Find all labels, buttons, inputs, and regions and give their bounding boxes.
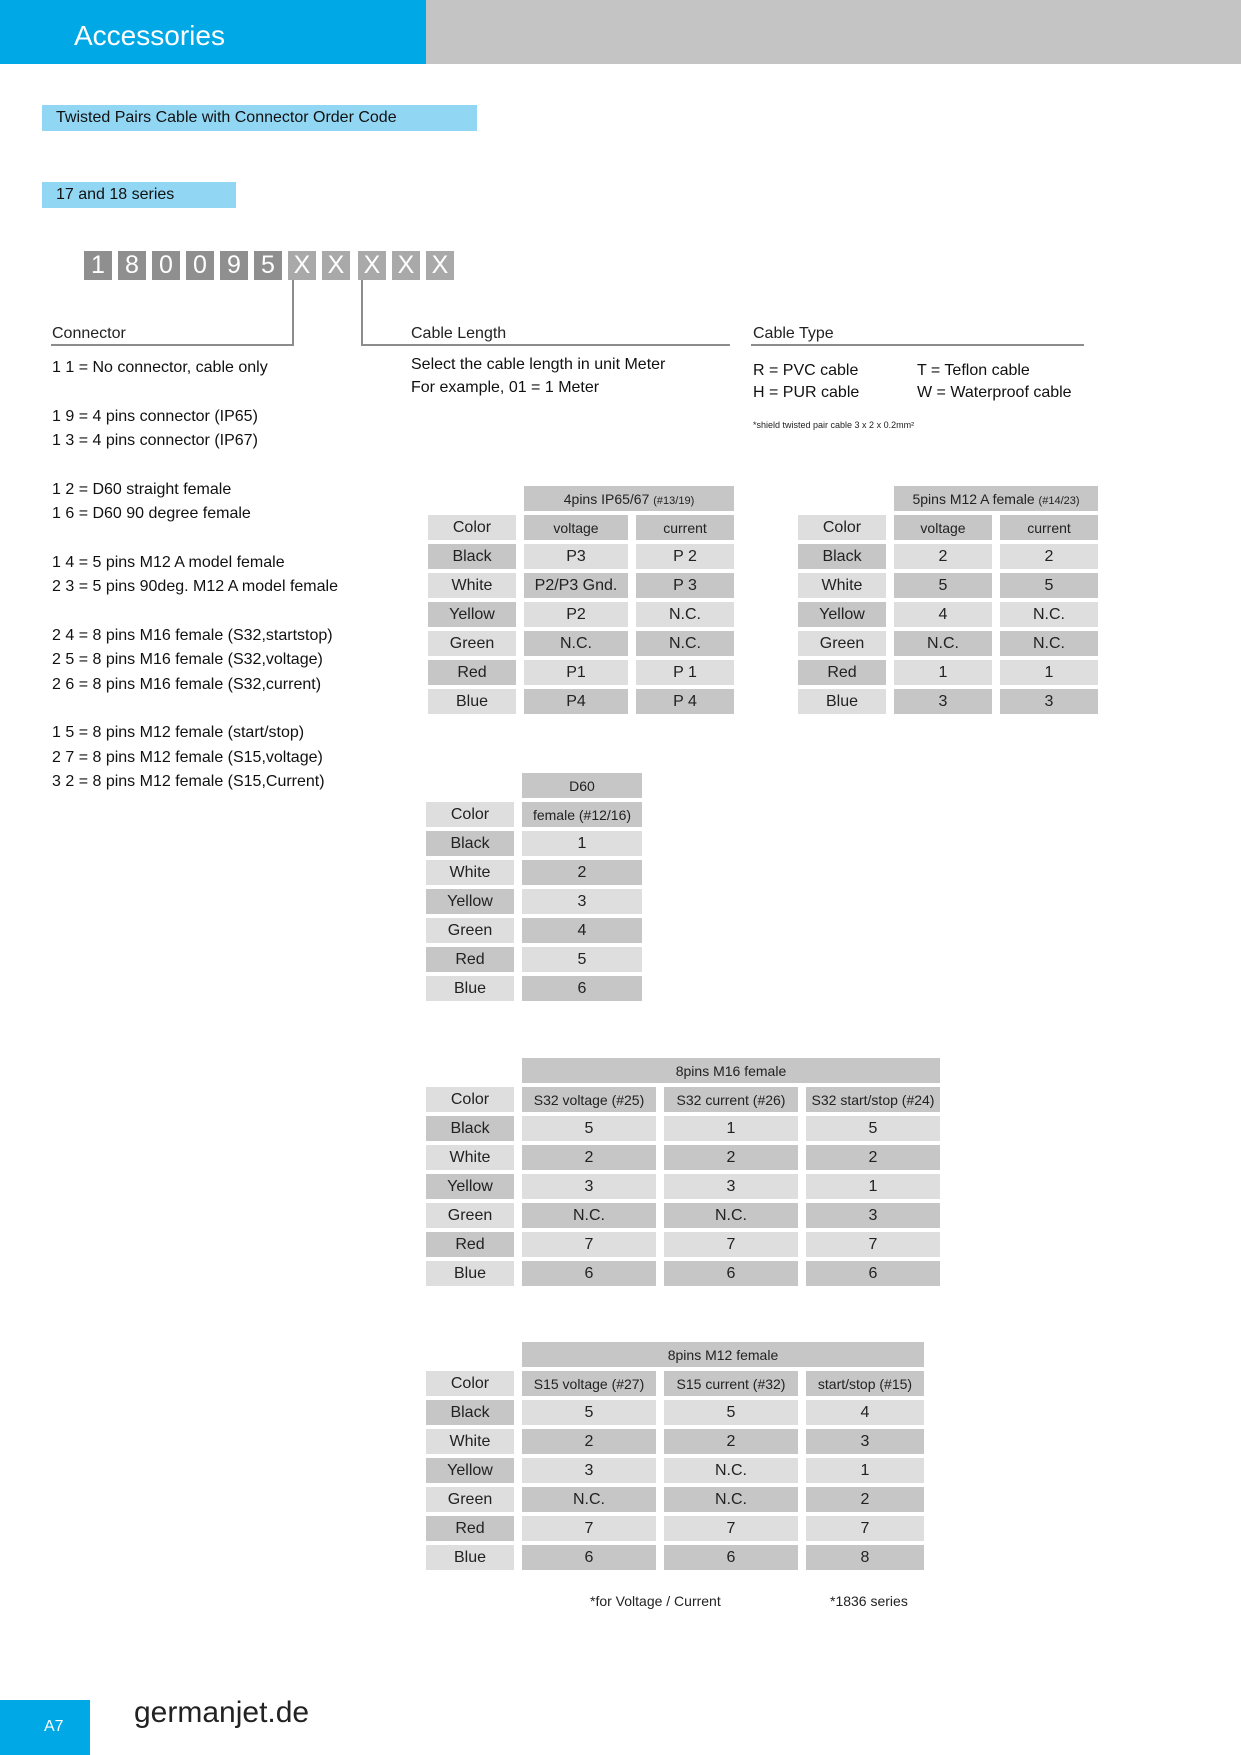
- color-header: Color: [426, 802, 514, 827]
- sub-header: S32 start/stop (#24): [806, 1087, 940, 1112]
- table-cell: P2/P3 Gnd.: [524, 573, 628, 598]
- color-label: Yellow: [428, 602, 516, 627]
- table-cell: 2: [522, 1429, 656, 1454]
- code-digit: 1: [84, 251, 112, 280]
- table-cell: 3: [664, 1174, 798, 1199]
- color-label: Yellow: [798, 602, 886, 627]
- table-cell: N.C.: [894, 631, 992, 656]
- table-cell: 5: [664, 1400, 798, 1425]
- connector-item: 3 2 = 8 pins M12 female (S15,Current): [52, 773, 325, 790]
- series-note: *1836 series: [830, 1593, 908, 1609]
- code-digit: 9: [220, 251, 248, 280]
- header-bar-gray: [426, 0, 1241, 64]
- table-d60: [418, 769, 650, 1005]
- table-cell: N.C.: [522, 1203, 656, 1228]
- table-cell: 3: [522, 889, 642, 914]
- table-cell: P4: [524, 689, 628, 714]
- table-cell: 5: [1000, 573, 1098, 598]
- code-digit: 8: [118, 251, 146, 280]
- color-label: Blue: [426, 1545, 514, 1570]
- cable-type-note: *shield twisted pair cable 3 x 2 x 0.2mm²: [753, 420, 915, 430]
- table-cell: 3: [806, 1429, 924, 1454]
- color-label: Blue: [426, 976, 514, 1001]
- table-cell: 7: [522, 1232, 656, 1257]
- sub-header: S15 current (#32): [664, 1371, 798, 1396]
- table-cell: 2: [894, 544, 992, 569]
- table-cell: P 1: [636, 660, 734, 685]
- table-cell: 3: [522, 1458, 656, 1483]
- length-line: [361, 280, 363, 346]
- table-cell: 1: [664, 1116, 798, 1141]
- cable-length-heading: Cable Length: [411, 325, 507, 342]
- color-label: Green: [426, 1487, 514, 1512]
- table-cell: 3: [806, 1203, 940, 1228]
- table-m12: [418, 1338, 932, 1574]
- table-cell: 6: [664, 1545, 798, 1570]
- table-cell: 2: [806, 1145, 940, 1170]
- color-label: Red: [426, 947, 514, 972]
- color-label: White: [798, 573, 886, 598]
- color-label: White: [426, 1429, 514, 1454]
- color-label: Red: [798, 660, 886, 685]
- table-cell: 8: [806, 1545, 924, 1570]
- table-cell: P2: [524, 602, 628, 627]
- table-title: D60: [522, 773, 642, 798]
- connector-underline: [51, 344, 294, 346]
- table-cell: 6: [664, 1261, 798, 1286]
- voltage-current-note: *for Voltage / Current: [590, 1593, 721, 1609]
- connector-item: 2 5 = 8 pins M16 female (S32,voltage): [52, 651, 323, 668]
- color-label: Green: [426, 918, 514, 943]
- length-underline: [361, 344, 730, 346]
- table-cell: N.C.: [636, 602, 734, 627]
- website-logo: germanjet.de: [134, 1696, 310, 1729]
- table-cell: 7: [664, 1516, 798, 1541]
- table-cell: N.C.: [664, 1203, 798, 1228]
- table-cell: 5: [894, 573, 992, 598]
- table-cell: 7: [664, 1232, 798, 1257]
- table-cell: 4: [894, 602, 992, 627]
- code-placeholder: X: [288, 251, 316, 280]
- table-cell: 6: [522, 976, 642, 1001]
- connector-item: 2 6 = 8 pins M16 female (S32,current): [52, 675, 322, 693]
- table-cell: 3: [1000, 689, 1098, 714]
- connector-list: [52, 356, 338, 795]
- cable-length-example: For example, 01 = 1 Meter: [411, 379, 600, 396]
- color-label: Black: [426, 831, 514, 856]
- table-cell: N.C.: [1000, 602, 1098, 627]
- connector-item: 2 4 = 8 pins M16 female (S32,startstop): [52, 626, 333, 644]
- table-cell: 4: [522, 918, 642, 943]
- table-cell: 5: [806, 1116, 940, 1141]
- sub-header: voltage: [894, 515, 992, 540]
- sub-header: S32 current (#26): [664, 1087, 798, 1112]
- connector-item: 2 7 = 8 pins M12 female (S15,voltage): [52, 748, 323, 766]
- table-cell: N.C.: [1000, 631, 1098, 656]
- table-cell: 3: [894, 689, 992, 714]
- table-cell: 6: [522, 1545, 656, 1570]
- page-title: Accessories: [74, 20, 225, 51]
- table-cell: 5: [522, 947, 642, 972]
- table-cell: N.C.: [636, 631, 734, 656]
- table-title: 8pins M12 female: [522, 1342, 924, 1367]
- table-cell: 2: [1000, 544, 1098, 569]
- sub-header: start/stop (#15): [806, 1371, 924, 1396]
- color-label: Red: [428, 660, 516, 685]
- connector-line: [292, 280, 294, 346]
- table-cell: N.C.: [522, 1487, 656, 1512]
- table-cell: P1: [524, 660, 628, 685]
- table-cell: N.C.: [664, 1487, 798, 1512]
- code-digit: 0: [152, 251, 180, 280]
- code-placeholder: X: [426, 251, 454, 280]
- table-4pins: [420, 482, 742, 718]
- table-title: 4pins IP65/67 (#13/19): [524, 486, 734, 511]
- table-cell: 5: [522, 1400, 656, 1425]
- color-label: Blue: [426, 1261, 514, 1286]
- table-cell: 4: [806, 1400, 924, 1425]
- table-cell: 6: [806, 1261, 940, 1286]
- color-label: Green: [428, 631, 516, 656]
- color-label: Red: [426, 1516, 514, 1541]
- sub-header: S15 voltage (#27): [522, 1371, 656, 1396]
- color-label: Green: [426, 1203, 514, 1228]
- cable-type-w: W = Waterproof cable: [917, 384, 1072, 401]
- color-header: Color: [426, 1087, 514, 1112]
- color-label: Yellow: [426, 889, 514, 914]
- section-title-tag: Twisted Pairs Cable with Connector Order Code: [42, 105, 477, 131]
- table-cell: 2: [664, 1145, 798, 1170]
- connector-item: 1 2 = D60 straight female: [52, 480, 232, 498]
- table-cell: 6: [522, 1261, 656, 1286]
- code-placeholder: X: [358, 251, 386, 280]
- cable-type-heading: Cable Type: [753, 325, 834, 342]
- connector-item: 1 3 = 4 pins connector (IP67): [52, 432, 258, 449]
- cable-type-list: [753, 360, 1072, 404]
- color-label: Blue: [428, 689, 516, 714]
- cable-length-line: Select the cable length in unit Meter: [411, 356, 666, 373]
- code-placeholder: X: [392, 251, 420, 280]
- color-label: Black: [426, 1116, 514, 1141]
- table-cell: 2: [522, 1145, 656, 1170]
- table-title: 8pins M16 female: [522, 1058, 940, 1083]
- color-label: Green: [798, 631, 886, 656]
- color-label: Black: [428, 544, 516, 569]
- color-label: White: [426, 860, 514, 885]
- table-cell: 2: [664, 1429, 798, 1454]
- series-tag: 17 and 18 series: [42, 182, 236, 208]
- code-digit: 5: [254, 251, 282, 280]
- color-label: Yellow: [426, 1174, 514, 1199]
- table-cell: 1: [806, 1174, 940, 1199]
- table-cell: P 3: [636, 573, 734, 598]
- cable-type-t: T = Teflon cable: [917, 362, 1030, 379]
- color-label: Black: [798, 544, 886, 569]
- table-cell: P 4: [636, 689, 734, 714]
- color-label: Red: [426, 1232, 514, 1257]
- connector-item: 1 6 = D60 90 degree female: [52, 505, 251, 522]
- table-cell: N.C.: [524, 631, 628, 656]
- connector-item: 1 4 = 5 pins M12 A model female: [52, 553, 285, 571]
- page-number: A7: [44, 1718, 64, 1735]
- connector-item: 1 9 = 4 pins connector (IP65): [52, 407, 258, 425]
- table-cell: 2: [522, 860, 642, 885]
- sub-header: female (#12/16): [522, 802, 642, 827]
- type-underline: [751, 344, 1084, 346]
- table-5pins: [790, 482, 1106, 718]
- table-cell: 3: [522, 1174, 656, 1199]
- color-label: White: [426, 1145, 514, 1170]
- table-title: 5pins M12 A female (#14/23): [894, 486, 1098, 511]
- code-digit: 0: [186, 251, 214, 280]
- connector-item: 1 5 = 8 pins M12 female (start/stop): [52, 724, 305, 741]
- table-cell: 7: [806, 1232, 940, 1257]
- connector-item: 2 3 = 5 pins 90deg. M12 A model female: [52, 578, 338, 595]
- connector-heading: Connector: [52, 325, 126, 342]
- sub-header: voltage: [524, 515, 628, 540]
- color-header: Color: [426, 1371, 514, 1396]
- table-cell: 1: [806, 1458, 924, 1483]
- color-label: Black: [426, 1400, 514, 1425]
- code-placeholder: X: [322, 251, 350, 280]
- color-label: Blue: [798, 689, 886, 714]
- table-cell: 7: [806, 1516, 924, 1541]
- table-cell: P3: [524, 544, 628, 569]
- table-m16: [418, 1054, 948, 1290]
- color-label: Yellow: [426, 1458, 514, 1483]
- table-cell: 7: [522, 1516, 656, 1541]
- table-cell: 1: [1000, 660, 1098, 685]
- table-cell: 1: [522, 831, 642, 856]
- sub-header: S32 voltage (#25): [522, 1087, 656, 1112]
- connector-item: 1 1 = No connector, cable only: [52, 359, 268, 376]
- table-cell: 5: [522, 1116, 656, 1141]
- color-header: Color: [798, 515, 886, 540]
- sub-header: current: [636, 515, 734, 540]
- table-cell: P 2: [636, 544, 734, 569]
- table-cell: N.C.: [664, 1458, 798, 1483]
- table-cell: 1: [894, 660, 992, 685]
- cable-length-text: [411, 353, 665, 399]
- color-label: White: [428, 573, 516, 598]
- cable-type-r: R = PVC cable: [753, 362, 859, 379]
- sub-header: current: [1000, 515, 1098, 540]
- cable-type-h: H = PUR cable: [753, 384, 860, 401]
- table-cell: 2: [806, 1487, 924, 1512]
- color-header: Color: [428, 515, 516, 540]
- order-code: [84, 251, 454, 280]
